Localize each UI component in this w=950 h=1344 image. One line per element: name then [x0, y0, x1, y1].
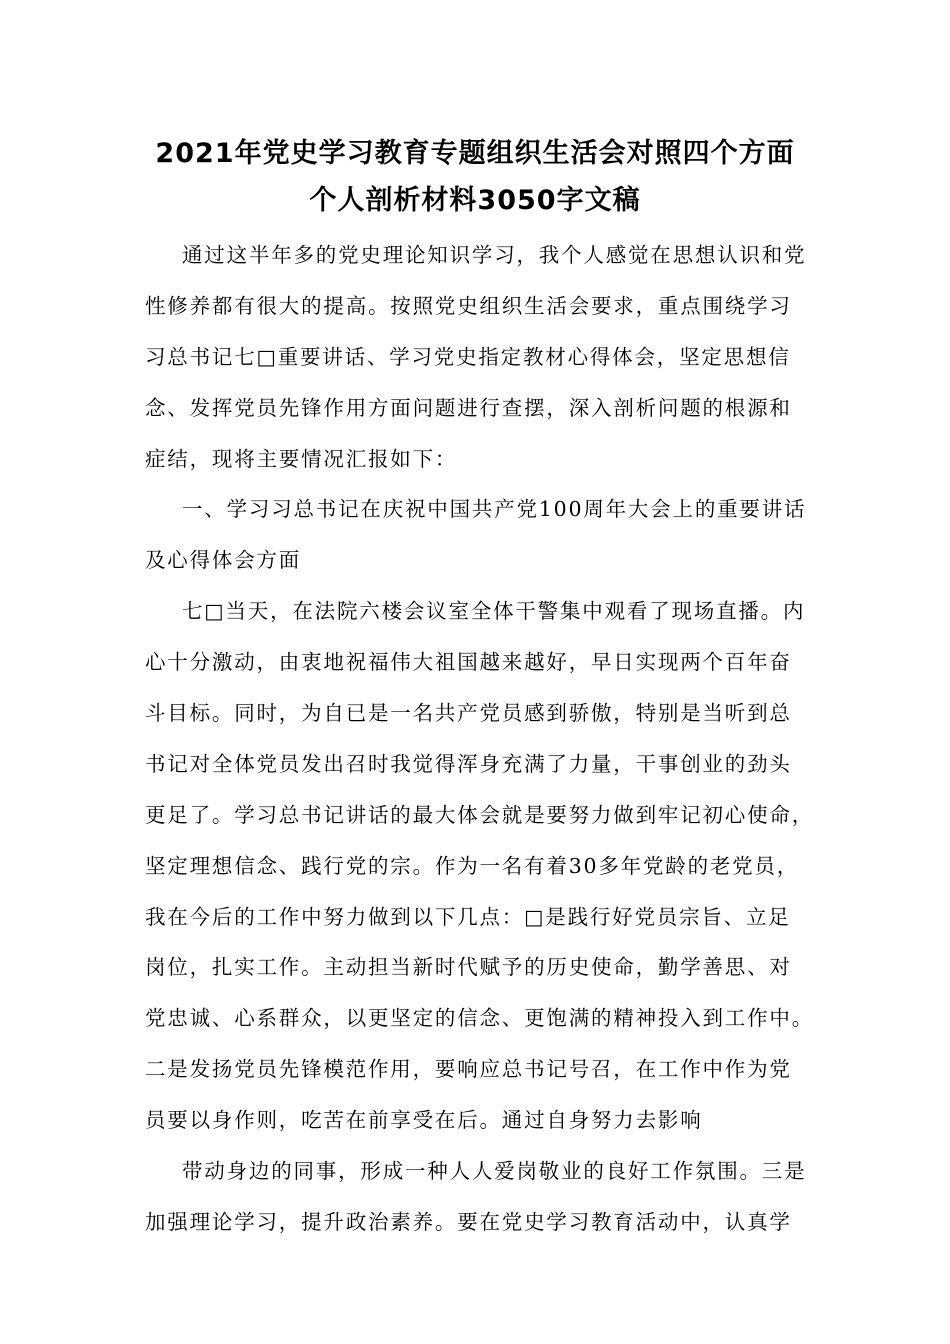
paragraph-continued	[145, 1146, 810, 1248]
text-line: 七□当天，在法院六楼会议室全体干警集中观看了现场直播。内	[182, 599, 806, 624]
text-line: 习总书记七□重要讲话、学习党史指定教材心得体会，坚定思想信	[145, 344, 791, 369]
text-line: 党忠诚、心系群众，以更坚定的信念、更饱满的精神投入到工作中。	[145, 1006, 814, 1031]
text-line: 通过这半年多的党史理论知识学习，我个人感觉在思想认识和党	[182, 243, 807, 267]
text-line: 更足了。学习总书记讲话的最大体会就是要努力做到牢记初心使命，	[145, 802, 814, 827]
document-title-line-1: 2021年党史学习教育专题组织生活会对照四个方面	[155, 138, 795, 169]
text-line: 心十分激动，由衷地祝福伟大祖国越来越好，早日实现两个百年奋	[145, 650, 792, 675]
text-line: 我在今后的工作中努力做到以下几点：□是践行好党员宗旨、立足	[145, 904, 791, 929]
document-title-line-2: 个人剖析材料3050字文稿	[309, 185, 641, 216]
text-line: 性修养都有很大的提高。按照党史组织生活会要求，重点围绕学习	[145, 293, 792, 318]
section-heading	[145, 484, 810, 586]
paragraph-intro	[145, 230, 810, 484]
text-line: 员要以身作则，吃苦在前享受在后。通过自身努力去影响	[145, 1108, 703, 1133]
paragraph-body	[145, 586, 814, 1146]
text-line: 坚定理想信念、践行党的宗。作为一名有着30多年党龄的老党员，	[145, 853, 800, 878]
text-line: 加强理论学习，提升政治素养。要在党史学习教育活动中，认真学	[145, 1209, 792, 1234]
text-line: 书记对全体党员发出召时我觉得浑身充满了力量，干事创业的劲头	[145, 751, 792, 776]
text-line: 及心得体会方面	[145, 548, 302, 573]
text-line: 念、发挥党员先锋作用方面问题进行查摆，深入剖析问题的根源和	[145, 395, 792, 420]
document-body	[145, 230, 814, 1248]
text-line: 斗目标。同时，为自已是一名共产党员感到骄傲，特别是当听到总	[145, 701, 792, 726]
text-line: 带动身边的同事，形成一种人人爱岗敬业的良好工作氛围。三是	[182, 1159, 807, 1184]
text-line: 二是发扬党员先锋模范作用，要响应总书记号召，在工作中作为党	[145, 1057, 792, 1082]
text-line: 症结，现将主要情况汇报如下：	[145, 446, 458, 471]
text-line: 岗位，扎实工作。主动担当新时代赋予的历史使命，勤学善思、对	[145, 955, 792, 980]
text-line: 一、学习习总书记在庆祝中国共产党100周年大会上的重要讲话	[182, 497, 807, 522]
